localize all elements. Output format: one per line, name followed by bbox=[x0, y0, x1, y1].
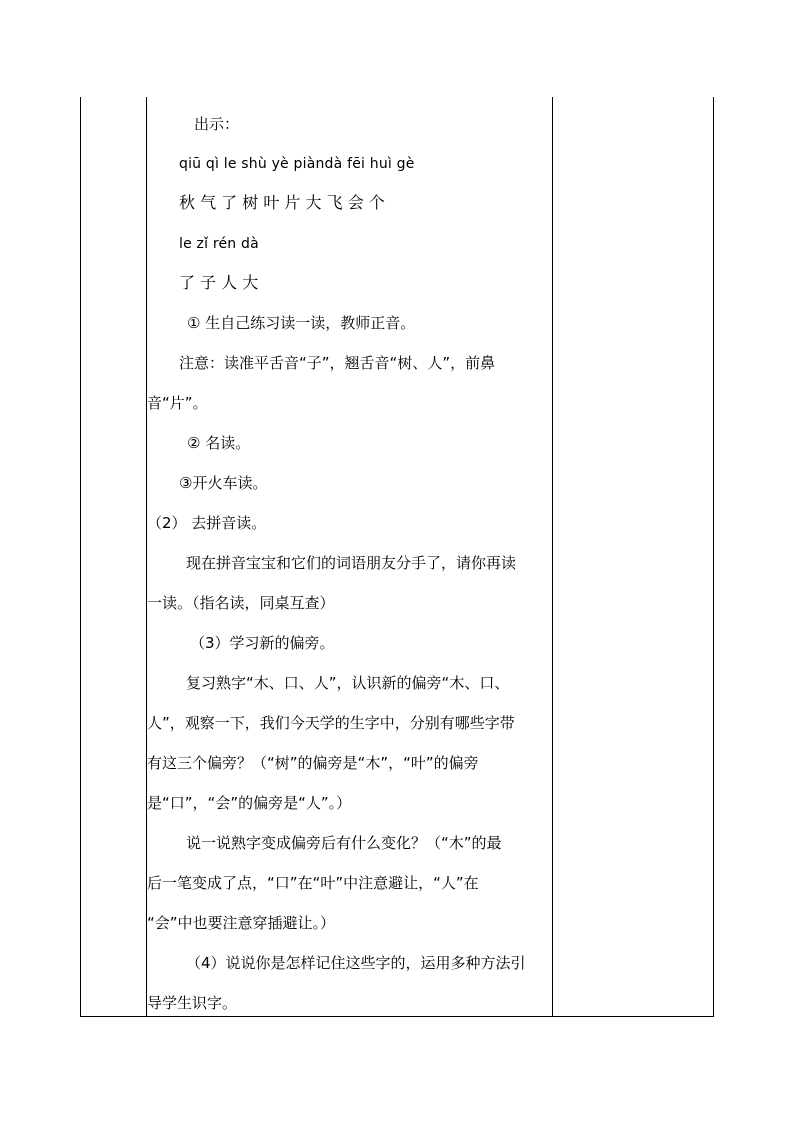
paragraph-line: 音“片”。 bbox=[147, 394, 208, 412]
paragraph-line: 是“口”，“会”的偏旁是“人”。） bbox=[147, 794, 352, 812]
paragraph-line: （4）说说你是怎样记住这些字的，运用多种方法引 bbox=[186, 954, 526, 972]
section-heading: （2） 去拼音读。 bbox=[147, 514, 267, 532]
paragraph-line: ① 生自己练习读一读，教师正音。 bbox=[187, 314, 416, 332]
section-heading: （3）学习新的偏旁。 bbox=[190, 634, 335, 652]
table-border-right bbox=[713, 97, 714, 1017]
paragraph-line: 说一说熟字变成偏旁后有什么变化？（“木”的最 bbox=[186, 834, 502, 852]
show-label: 出示： bbox=[194, 115, 240, 133]
paragraph-line: 有这三个偏旁？（“树”的偏旁是“木”，“叶”的偏旁 bbox=[147, 754, 479, 772]
paragraph-line: 现在拼音宝宝和它们的词语朋友分手了，请你再读 bbox=[186, 554, 517, 572]
paragraph-line: 复习熟字“木、口、人”，认识新的偏旁“木、口、 bbox=[186, 674, 510, 692]
pinyin-line-2: le zǐ rén dà bbox=[179, 236, 259, 252]
paragraph-line: 注意：读准平舌音“子”，翘舌音“树、人”，前鼻 bbox=[179, 354, 496, 372]
hanzi-line-1: 秋 气 了 树 叶 片 大 飞 会 个 bbox=[179, 193, 385, 212]
table-border-left bbox=[80, 97, 81, 1017]
paragraph-line: ③开火车读。 bbox=[179, 474, 268, 492]
table-border-bottom bbox=[80, 1016, 714, 1017]
paragraph-line: 后一笔变成了点，“口”在“叶”中注意避让，“人”在 bbox=[147, 874, 479, 892]
paragraph-line: “会”中也要注意穿插避让。） bbox=[147, 914, 336, 932]
paragraph-line: ② 名读。 bbox=[187, 434, 251, 452]
paragraph-line: 导学生识字。 bbox=[147, 994, 238, 1012]
table-border-col2 bbox=[552, 97, 553, 1017]
paragraph-line: 一读。（指名读，同桌互查） bbox=[147, 594, 335, 612]
hanzi-line-2: 了 子 人 大 bbox=[179, 273, 259, 292]
paragraph-line: 人”，观察一下，我们今天学的生字中，分别有哪些字带 bbox=[147, 714, 515, 732]
pinyin-line-1: qiū qì le shù yè piàndà fēi huì gè bbox=[179, 156, 415, 172]
